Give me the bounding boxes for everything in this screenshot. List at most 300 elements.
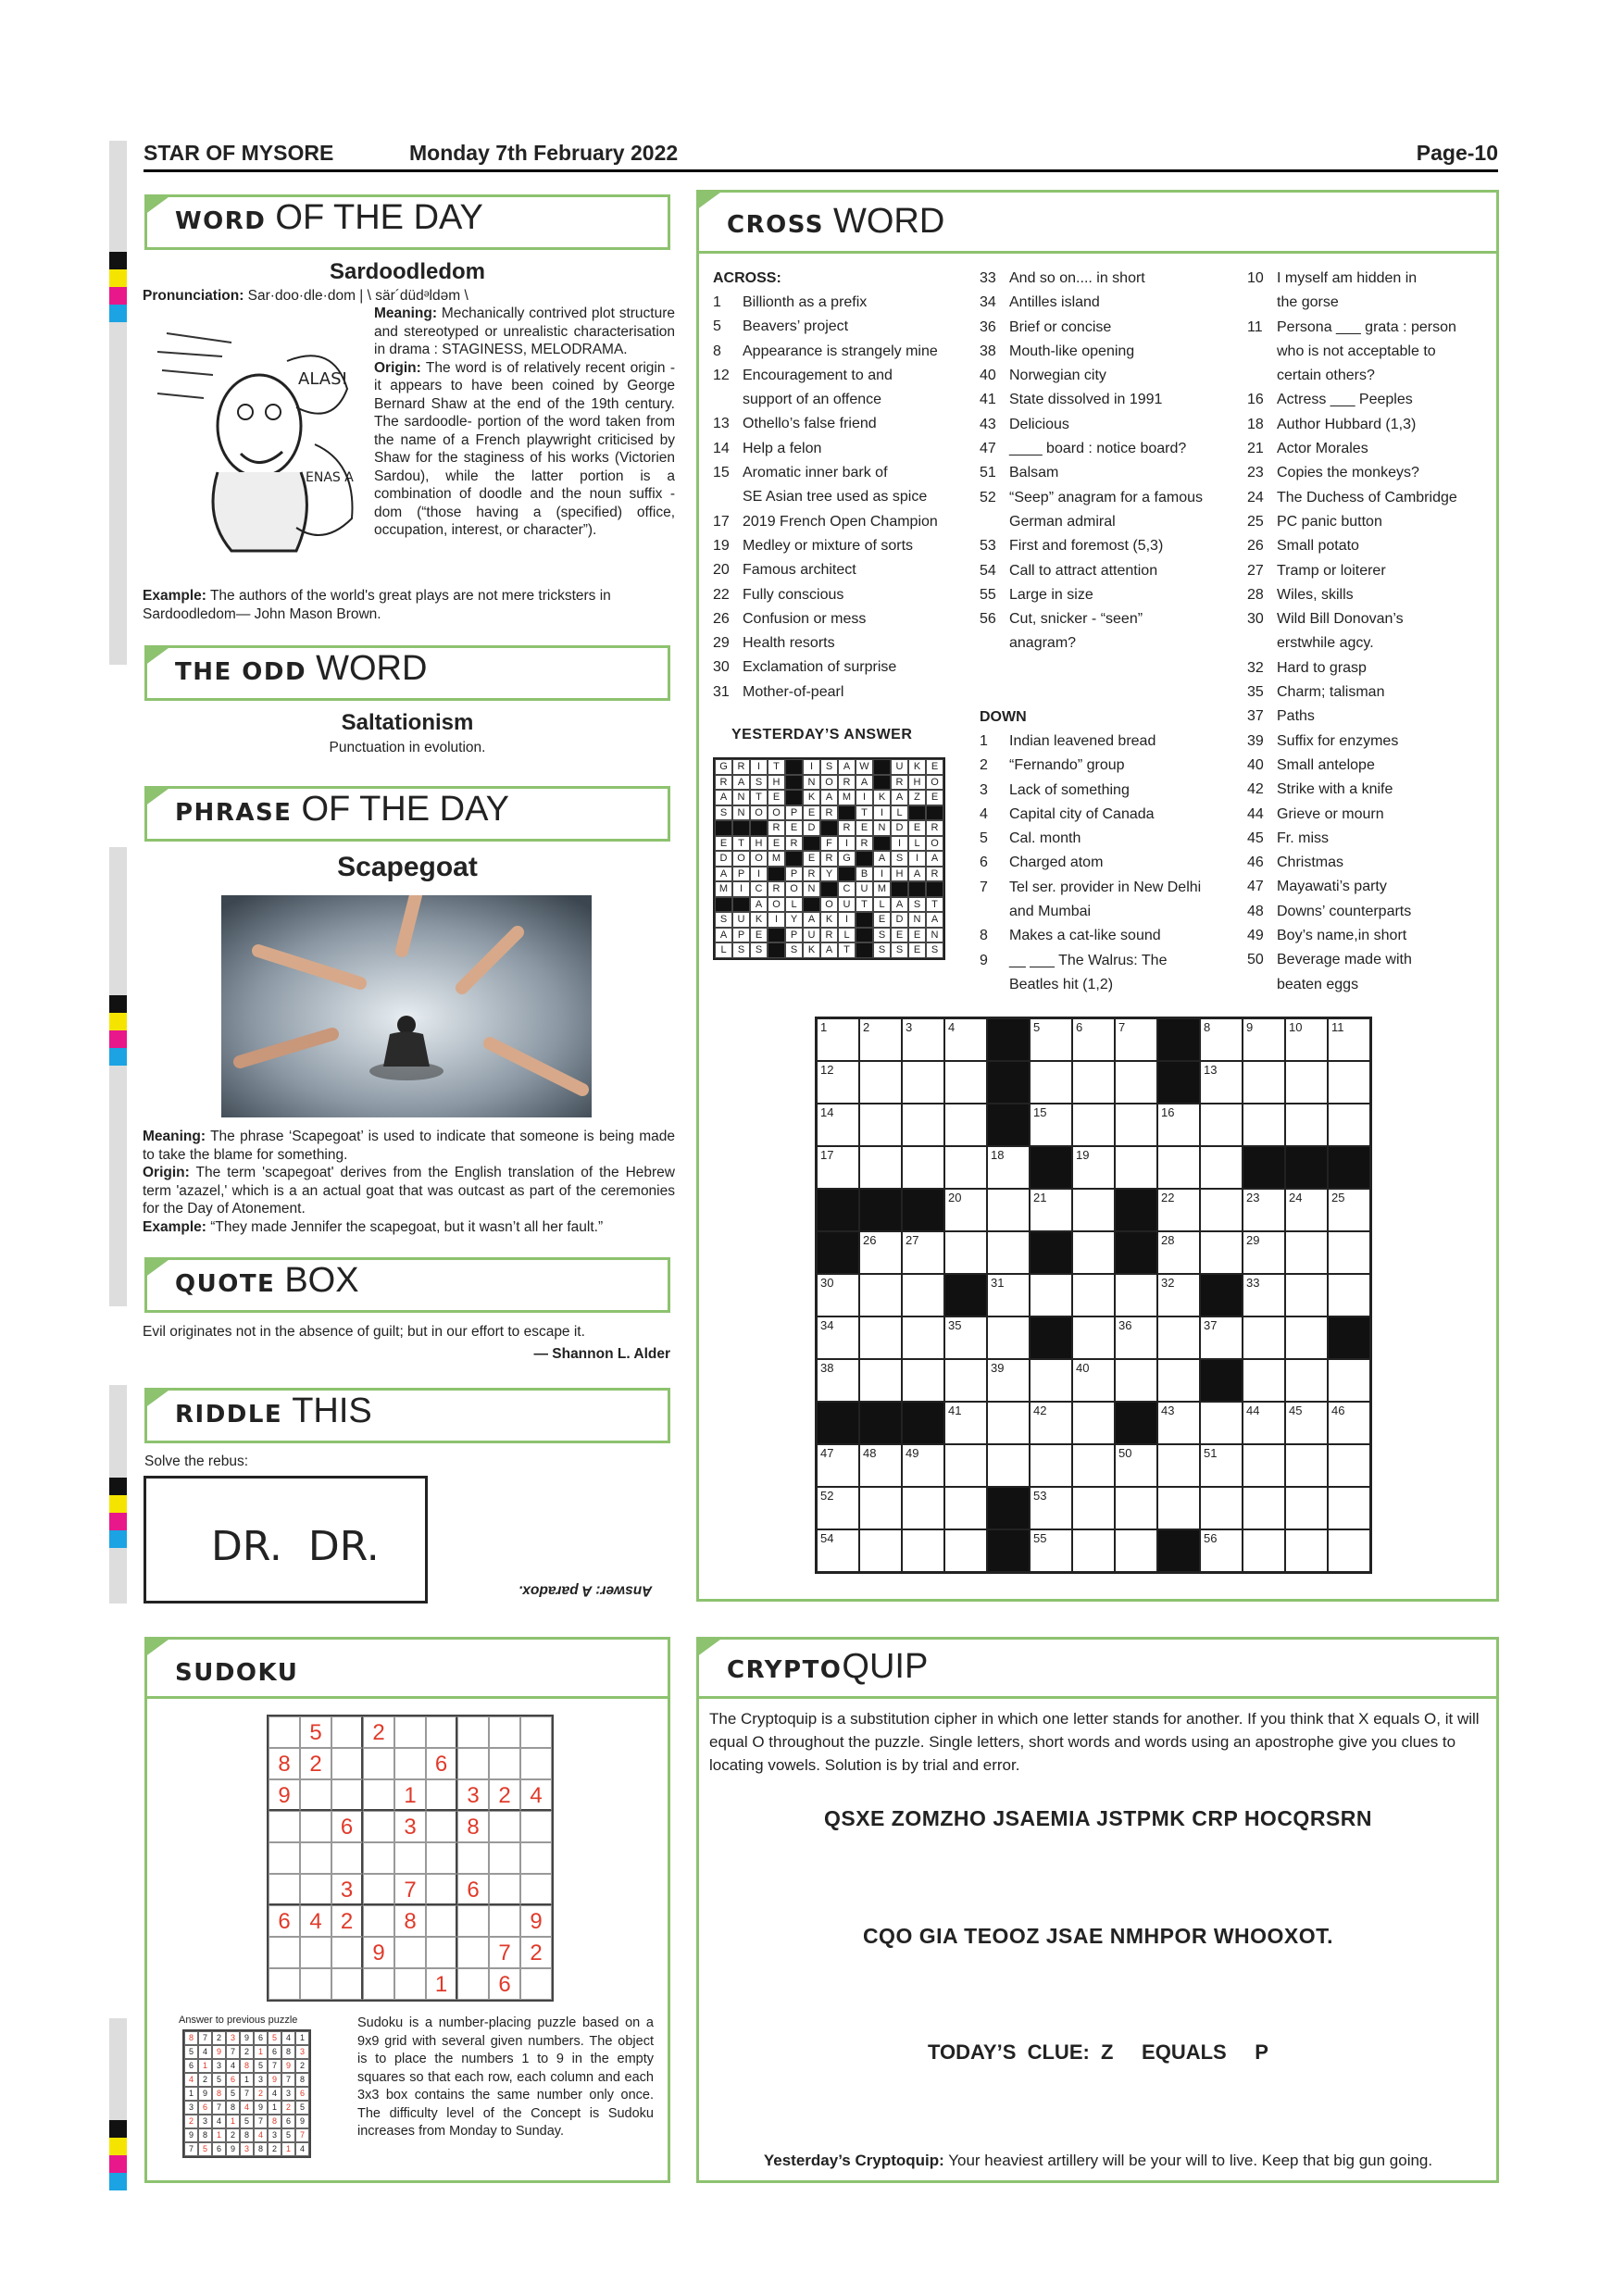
sudoku-cell[interactable] (457, 1937, 489, 1968)
clue-item (980, 413, 1203, 437)
sudoku-cell[interactable] (520, 1748, 552, 1779)
previous-sudoku-cell: 8 (281, 2045, 295, 2059)
crossword-cell[interactable] (1200, 1189, 1243, 1231)
sudoku-cell[interactable] (363, 1905, 394, 1937)
previous-sudoku-cell: 7 (254, 2115, 268, 2128)
sudoku-cell[interactable] (363, 1842, 394, 1874)
previous-sudoku-cell: 4 (198, 2045, 212, 2059)
clue-text: Help a felon (743, 440, 822, 456)
cryptoquip-line-2: CQO GIA TEOOZ JSAE NMHPOR WHOOXOT. (862, 1924, 1334, 1948)
cell-number: 20 (948, 1191, 962, 1204)
crossword-cell[interactable] (1157, 1274, 1200, 1316)
clue-text: Strike with a knife (1277, 781, 1393, 798)
yesterday-cell: P (732, 867, 750, 882)
crossword-cell (1115, 1231, 1157, 1274)
crossword-cell[interactable] (1243, 1189, 1285, 1231)
yesterday-cell: E (891, 928, 908, 943)
crossword-cell[interactable] (987, 1146, 1030, 1189)
previous-sudoku-cell: 8 (212, 2087, 226, 2101)
crossword-cell[interactable] (817, 1359, 859, 1402)
cell-number: 42 (1033, 1404, 1047, 1417)
sudoku-cell[interactable] (426, 1937, 457, 1968)
previous-sudoku-cell: 6 (295, 2087, 309, 2101)
crossword-cell[interactable] (1072, 1018, 1115, 1061)
sudoku-cell[interactable] (269, 1842, 300, 1874)
sudoku-cell[interactable] (520, 1811, 552, 1842)
cell-number: 43 (1161, 1404, 1175, 1417)
yesterday-cell: K (873, 790, 891, 805)
sudoku-cell: 1 (426, 1968, 457, 2000)
crossword-cell[interactable] (944, 1444, 987, 1487)
crossword-cell[interactable] (817, 1104, 859, 1146)
crossword-cell[interactable] (902, 1061, 944, 1104)
crossword-cell[interactable] (902, 1529, 944, 1572)
crossword-cell[interactable] (1243, 1104, 1285, 1146)
crossword-cell[interactable] (1115, 1444, 1157, 1487)
previous-sudoku-cell: 6 (198, 2101, 212, 2115)
crossword-cell[interactable] (817, 1274, 859, 1316)
crossword-cell[interactable] (1285, 1359, 1328, 1402)
sudoku-cell[interactable] (300, 1968, 331, 2000)
crossword-cell[interactable] (1285, 1444, 1328, 1487)
paper-name: STAR OF MYSORE (144, 141, 334, 165)
sudoku-cell[interactable] (457, 1842, 489, 1874)
crossword-cell[interactable] (1243, 1529, 1285, 1572)
crossword-cell[interactable] (944, 1146, 987, 1189)
crossword-cell[interactable] (1328, 1359, 1370, 1402)
crossword-cell[interactable] (817, 1146, 859, 1189)
crossword-cell[interactable] (1115, 1061, 1157, 1104)
clue-text: Suffix for enzymes (1277, 732, 1399, 749)
yesterday-cell: E (768, 836, 785, 852)
crossword-cell[interactable] (1072, 1316, 1115, 1359)
sudoku-cell[interactable] (457, 1968, 489, 2000)
crossword-cell[interactable] (902, 1444, 944, 1487)
crossword-cell[interactable] (1200, 1146, 1243, 1189)
clue-item (713, 534, 938, 558)
previous-sudoku-cell: 6 (226, 2073, 240, 2087)
crossword-cell[interactable] (1285, 1104, 1328, 1146)
sudoku-cell[interactable] (520, 1968, 552, 2000)
crossword-cell[interactable] (987, 1231, 1030, 1274)
previous-sudoku-cell: 2 (295, 2059, 309, 2073)
crossword-cell (859, 1189, 902, 1231)
crossword-cell[interactable] (944, 1316, 987, 1359)
crossword-cell[interactable] (944, 1359, 987, 1402)
crossword-cell[interactable] (944, 1104, 987, 1146)
cell-number: 14 (820, 1105, 834, 1119)
sudoku-cell[interactable] (331, 1779, 363, 1811)
crossword-cell[interactable] (1072, 1061, 1115, 1104)
crossword-cell[interactable] (1200, 1231, 1243, 1274)
crossword-cell[interactable] (1243, 1487, 1285, 1529)
odd-word-meaning: Punctuation in evolution. (329, 740, 486, 755)
crossword-cell[interactable] (1115, 1104, 1157, 1146)
crossword-cell[interactable] (817, 1316, 859, 1359)
crossword-cell[interactable] (1243, 1444, 1285, 1487)
previous-sudoku-cell: 3 (281, 2087, 295, 2101)
previous-sudoku-cell: 9 (184, 2128, 198, 2142)
crossword-cell[interactable] (1157, 1402, 1200, 1444)
yesterday-cell: P (785, 928, 803, 943)
sudoku-cell[interactable] (300, 1937, 331, 1968)
crossword-cell[interactable] (1072, 1146, 1115, 1189)
yesterday-cell: A (891, 790, 908, 805)
clue-item (1247, 754, 1457, 778)
sudoku-cell[interactable] (269, 1811, 300, 1842)
crossword-cell[interactable] (1030, 1189, 1072, 1231)
sudoku-cell[interactable] (363, 1748, 394, 1779)
sudoku-cell[interactable] (300, 1779, 331, 1811)
cell-number: 26 (863, 1233, 877, 1247)
crossword-cell[interactable] (1285, 1402, 1328, 1444)
crossword-cell[interactable] (1243, 1061, 1285, 1104)
crossword-cell[interactable] (1030, 1061, 1072, 1104)
crossword-cell[interactable] (902, 1104, 944, 1146)
crossword-cell[interactable] (902, 1487, 944, 1529)
sudoku-cell[interactable] (394, 1842, 426, 1874)
sudoku-cell[interactable] (489, 1874, 520, 1905)
word-example: Example: The authors of the world's great plays are not mere tricksters in Sardoodledom— John Mason Brown. (143, 588, 611, 622)
sudoku-cell[interactable] (520, 1716, 552, 1748)
crossword-cell[interactable] (1243, 1018, 1285, 1061)
clue-number: 22 (713, 586, 730, 603)
crossword-cell[interactable] (1200, 1487, 1243, 1529)
clue-text: Actor Morales (1277, 441, 1368, 457)
crossword-cell[interactable] (1072, 1274, 1115, 1316)
clue-text: Cal. month (1009, 830, 1081, 847)
sudoku-cell[interactable] (269, 1716, 300, 1748)
crossword-cell[interactable] (859, 1274, 902, 1316)
sudoku-cell[interactable] (269, 1874, 300, 1905)
sudoku-cell[interactable] (457, 1716, 489, 1748)
across-clues-1 (713, 291, 938, 705)
yesterday-cell (856, 942, 873, 958)
crossword-cell[interactable] (1072, 1359, 1115, 1402)
crossword-cell[interactable] (1030, 1018, 1072, 1061)
clue-item (713, 437, 938, 461)
sudoku-cell[interactable] (331, 1716, 363, 1748)
sudoku-cell[interactable] (394, 1968, 426, 2000)
sudoku-cell[interactable] (300, 1874, 331, 1905)
crossword-cell[interactable] (1328, 1274, 1370, 1316)
yesterday-cell: R (820, 805, 838, 821)
clue-number: 11 (1247, 318, 1263, 335)
crossword-cell[interactable] (902, 1146, 944, 1189)
clue-number: 21 (1247, 441, 1264, 457)
clue-text: “Fernando” group (1009, 757, 1125, 774)
clue-text: “Seep” anagram for a famous (1009, 489, 1203, 505)
crossword-cell[interactable] (817, 1487, 859, 1529)
clue-text: Medley or mixture of sorts (743, 537, 914, 554)
crossword-cell[interactable] (1030, 1274, 1072, 1316)
crossword-cell[interactable] (944, 1231, 987, 1274)
crossword-cell[interactable] (1200, 1529, 1243, 1572)
sudoku-cell[interactable] (426, 1905, 457, 1937)
crossword-cell[interactable] (1072, 1444, 1115, 1487)
crossword-cell[interactable] (1115, 1018, 1157, 1061)
crossword-cell[interactable] (1243, 1359, 1285, 1402)
crossword-cell[interactable] (1200, 1316, 1243, 1359)
sudoku-cell[interactable] (363, 1811, 394, 1842)
crossword-cell[interactable] (987, 1274, 1030, 1316)
cell-number: 15 (1033, 1105, 1047, 1119)
crossword-cell[interactable] (902, 1231, 944, 1274)
crossword-cell[interactable] (987, 1316, 1030, 1359)
crossword-cell[interactable] (1030, 1487, 1072, 1529)
crossword-cell[interactable] (859, 1104, 902, 1146)
yesterday-cell (820, 881, 838, 897)
crossword-cell[interactable] (1285, 1018, 1328, 1061)
clue-text: Charm; talisman (1277, 684, 1385, 701)
crossword-cell[interactable] (902, 1274, 944, 1316)
sudoku-cell[interactable] (394, 1716, 426, 1748)
crossword-cell[interactable] (987, 1359, 1030, 1402)
crossword-cell[interactable] (1243, 1316, 1285, 1359)
yesterday-cell: T (838, 942, 856, 958)
clue-item (713, 364, 938, 388)
clue-text: Small potato (1277, 538, 1359, 555)
previous-sudoku-cell: 3 (184, 2101, 198, 2115)
sudoku-cell[interactable] (489, 1748, 520, 1779)
crossword-cell[interactable] (1285, 1487, 1328, 1529)
crossword-cell[interactable] (944, 1487, 987, 1529)
yesterday-cell: L (838, 928, 856, 943)
yesterday-cell (820, 820, 838, 836)
sudoku-cell[interactable] (269, 1937, 300, 1968)
crossword-cell[interactable] (944, 1529, 987, 1572)
clue-number: 28 (1247, 586, 1264, 603)
clue-number: 39 (1247, 732, 1264, 749)
crossword-cell[interactable] (1285, 1529, 1328, 1572)
crossword-cell[interactable] (1072, 1189, 1115, 1231)
yesterday-cell: H (908, 775, 926, 791)
crossword-cell[interactable] (1157, 1189, 1200, 1231)
yesterday-cell: T (750, 790, 768, 805)
sudoku-cell[interactable] (269, 1968, 300, 2000)
crossword-cell[interactable] (944, 1402, 987, 1444)
quote-title: QUOTE BOX (144, 1257, 670, 1313)
crossword-cell[interactable] (1157, 1231, 1200, 1274)
crossword-cell[interactable] (1243, 1231, 1285, 1274)
crossword-cell[interactable] (902, 1316, 944, 1359)
sudoku-cell[interactable] (426, 1716, 457, 1748)
clue-item (1247, 827, 1457, 851)
crossword-cell[interactable] (859, 1359, 902, 1402)
crossword-cell[interactable] (1115, 1359, 1157, 1402)
yesterday-cell: E (803, 851, 820, 867)
crossword-cell[interactable] (1072, 1231, 1115, 1274)
sudoku-cell[interactable] (394, 1748, 426, 1779)
crossword-cell[interactable] (1328, 1061, 1370, 1104)
cell-number: 48 (863, 1446, 877, 1460)
crossword-cell[interactable] (859, 1018, 902, 1061)
crossword-cell[interactable] (1115, 1316, 1157, 1359)
yesterday-cell: I (750, 759, 768, 775)
previous-sudoku-cell: 5 (268, 2031, 281, 2045)
crossword-cell[interactable] (1157, 1487, 1200, 1529)
crossword-cell[interactable] (1115, 1146, 1157, 1189)
sudoku-cell[interactable] (331, 1937, 363, 1968)
cell-number: 51 (1204, 1446, 1218, 1460)
sudoku-cell[interactable] (489, 1811, 520, 1842)
clue-item (980, 340, 1203, 364)
crossword-cell[interactable] (1200, 1018, 1243, 1061)
clue-item (980, 949, 1201, 973)
sudoku-cell[interactable] (489, 1842, 520, 1874)
crossword-cell[interactable] (1157, 1146, 1200, 1189)
crossword-cell (1157, 1061, 1200, 1104)
crossword-cell[interactable] (1243, 1274, 1285, 1316)
crossword-cell[interactable] (817, 1529, 859, 1572)
previous-sudoku-cell: 1 (295, 2031, 309, 2045)
yesterday-cell: R (891, 775, 908, 791)
yesterday-cell: A (873, 851, 891, 867)
crossword-cell[interactable] (859, 1146, 902, 1189)
crossword-cell[interactable] (1285, 1189, 1328, 1231)
clue-number: 47 (980, 441, 996, 457)
yesterday-cell: N (908, 912, 926, 928)
crossword-cell[interactable] (817, 1061, 859, 1104)
crossword-cell[interactable] (859, 1231, 902, 1274)
crossword-cell[interactable] (987, 1402, 1030, 1444)
yesterday-cell: H (768, 775, 785, 791)
previous-sudoku-cell: 4 (281, 2031, 295, 2045)
sudoku-cell[interactable] (457, 1748, 489, 1779)
crossword-cell[interactable] (1072, 1487, 1115, 1529)
crossword-cell[interactable] (1328, 1231, 1370, 1274)
sudoku-cell: 9 (520, 1905, 552, 1937)
yesterday-cell (785, 790, 803, 805)
crossword-cell[interactable] (1115, 1274, 1157, 1316)
crossword-cell[interactable] (902, 1018, 944, 1061)
cell-number: 24 (1289, 1191, 1303, 1204)
previous-sudoku-cell: 5 (212, 2073, 226, 2087)
clue-text: Health resorts (743, 635, 835, 652)
crossword-cell[interactable] (1072, 1529, 1115, 1572)
crossword-cell[interactable] (1285, 1231, 1328, 1274)
crossword-cell[interactable] (1328, 1018, 1370, 1061)
crossword-cell[interactable] (1030, 1104, 1072, 1146)
crossword-cell[interactable] (859, 1061, 902, 1104)
crossword-cell[interactable] (1030, 1359, 1072, 1402)
crossword-cell[interactable] (1115, 1487, 1157, 1529)
yesterday-cell (926, 805, 943, 821)
cell-number: 50 (1118, 1446, 1132, 1460)
crossword-cell[interactable] (1328, 1104, 1370, 1146)
sudoku-cell[interactable] (520, 1874, 552, 1905)
crossword-cell[interactable] (1157, 1104, 1200, 1146)
crossword-cell[interactable] (1157, 1444, 1200, 1487)
clue-text: PC panic button (1277, 513, 1382, 530)
sudoku-cell[interactable] (426, 1811, 457, 1842)
yesterday-cell: E (908, 942, 926, 958)
sudoku-cell[interactable] (520, 1842, 552, 1874)
yesterday-cell (873, 759, 891, 775)
previous-sudoku-cell: 7 (295, 2128, 309, 2142)
sudoku-cell[interactable] (426, 1779, 457, 1811)
sudoku-cell[interactable] (331, 1968, 363, 2000)
clue-item (980, 437, 1203, 461)
crossword-cell[interactable] (817, 1444, 859, 1487)
sudoku-cell[interactable] (426, 1842, 457, 1874)
yesterday-cell: P (785, 805, 803, 821)
crossword-cell[interactable] (1328, 1402, 1370, 1444)
crossword-cell[interactable] (1030, 1402, 1072, 1444)
crossword-cell[interactable] (1072, 1402, 1115, 1444)
crossword-cell[interactable] (944, 1061, 987, 1104)
sudoku-cell[interactable] (331, 1748, 363, 1779)
crossword-cell[interactable] (1285, 1274, 1328, 1316)
yesterday-cell (785, 851, 803, 867)
yesterday-cell: R (856, 836, 873, 852)
pronunciation: Pronunciation: Sar·doo·dle·dom | \ sär´düdᵊldəm \ (143, 288, 468, 304)
crossword-cell[interactable] (1200, 1402, 1243, 1444)
crossword-cell[interactable] (859, 1487, 902, 1529)
crossword-cell[interactable] (902, 1359, 944, 1402)
crossword-cell[interactable] (987, 1444, 1030, 1487)
crossword-cell[interactable] (1200, 1444, 1243, 1487)
crossword-cell[interactable] (1030, 1444, 1072, 1487)
crossword-cell[interactable] (1030, 1529, 1072, 1572)
clue-text: Brief or concise (1009, 318, 1112, 335)
sudoku-cell[interactable] (457, 1905, 489, 1937)
clue-number: 53 (980, 538, 996, 555)
crossword-cell[interactable] (1157, 1359, 1200, 1402)
crossword-cell[interactable] (987, 1189, 1030, 1231)
clue-item (713, 655, 938, 680)
sudoku-cell: 8 (457, 1811, 489, 1842)
crossword-cell[interactable] (944, 1189, 987, 1231)
sudoku-cell[interactable] (363, 1874, 394, 1905)
sudoku-cell[interactable] (394, 1937, 426, 1968)
sudoku-cell[interactable] (363, 1779, 394, 1811)
sudoku-cell[interactable] (300, 1811, 331, 1842)
sudoku-cell[interactable] (489, 1716, 520, 1748)
registration-bar (109, 141, 127, 665)
crossword-cell[interactable] (1328, 1529, 1370, 1572)
crossword-cell[interactable] (817, 1018, 859, 1061)
cell-number: 25 (1331, 1191, 1345, 1204)
crossword-cell[interactable] (1115, 1529, 1157, 1572)
sudoku-cell[interactable] (426, 1874, 457, 1905)
yesterday-cell: E (750, 928, 768, 943)
sudoku-cell[interactable] (363, 1968, 394, 2000)
crossword-cell[interactable] (1328, 1444, 1370, 1487)
crossword-cell[interactable] (859, 1444, 902, 1487)
clue-item (1247, 607, 1457, 631)
crossword-cell[interactable] (944, 1018, 987, 1061)
sudoku-cell[interactable] (331, 1842, 363, 1874)
crossword-cell[interactable] (1285, 1061, 1328, 1104)
crossword-cell[interactable] (1200, 1061, 1243, 1104)
crossword-cell[interactable] (1243, 1402, 1285, 1444)
crossword-cell[interactable] (859, 1529, 902, 1572)
crossword-cell[interactable] (1285, 1316, 1328, 1359)
crossword-cell[interactable] (1072, 1104, 1115, 1146)
yesterday-cell (803, 897, 820, 913)
sudoku-cell[interactable] (489, 1905, 520, 1937)
crossword-cell[interactable] (1328, 1189, 1370, 1231)
sudoku-cell[interactable] (300, 1842, 331, 1874)
clue-number: 18 (1247, 416, 1264, 432)
previous-sudoku-cell: 5 (254, 2059, 268, 2073)
crossword-cell (1200, 1274, 1243, 1316)
crossword-cell[interactable] (1157, 1316, 1200, 1359)
crossword-cell[interactable] (1200, 1104, 1243, 1146)
crossword-cell[interactable] (1328, 1487, 1370, 1529)
crossword-cell[interactable] (859, 1316, 902, 1359)
